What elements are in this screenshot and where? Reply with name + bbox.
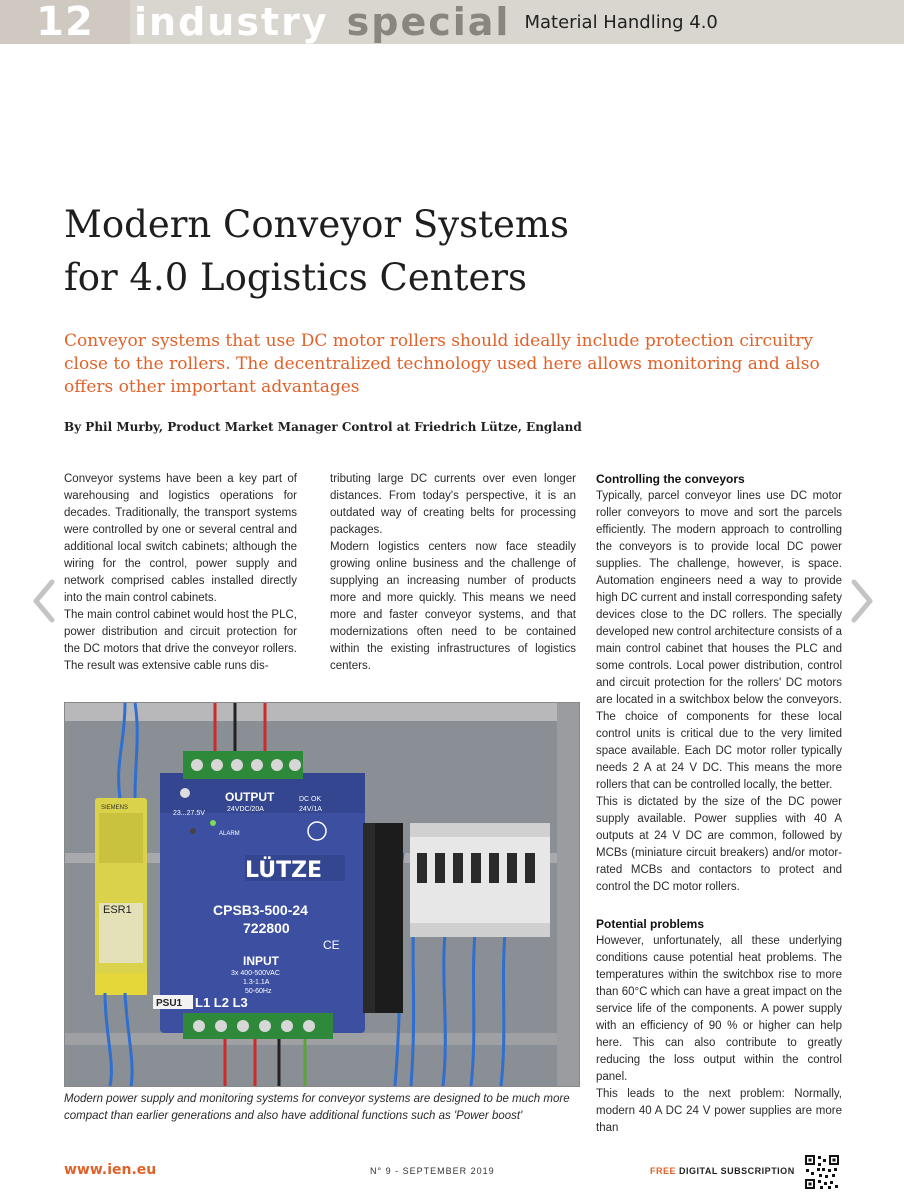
cabinet-illustration xyxy=(65,703,579,1086)
model-label: CPSB3-500-24 xyxy=(213,902,308,918)
esr-label: ESR1 xyxy=(103,904,132,916)
paragraph: Conveyor systems have been a key part of warehousing and logistics operations for decades. Traditionally, the transport systems were controlled by one or several central and additional local switch cabinets; although the wiring for the control, power supply and network comprised cables installed directly into the main control cabinets. xyxy=(64,473,297,604)
article-photo xyxy=(64,702,580,1087)
dc-ok-rating: 24V/1A xyxy=(299,806,322,813)
issue-date: N° 9 - SEPTEMBER 2019 xyxy=(370,1166,495,1176)
part-number-label: 722800 xyxy=(243,920,290,936)
text-column-2 xyxy=(330,471,576,675)
website-link[interactable]: www.ien.eu xyxy=(64,1162,157,1178)
article-lead: Conveyor systems that use DC motor rollers should ideally include protection circuitry close to the rollers. The decentralized technology used here allows monitoring and also offers other important advantages xyxy=(64,331,820,397)
input-rating-3: 50-60Hz xyxy=(245,988,272,995)
alarm-label: ALARM xyxy=(219,831,240,837)
paragraph: This leads to the next problem: Normally, modern 40 A DC 24 V power supplies are more than xyxy=(596,1088,842,1134)
input-rating-1: 3x 400-500VAC xyxy=(231,970,280,977)
subheading: Controlling the conveyors xyxy=(596,472,745,486)
range-label: 23...27.5V xyxy=(173,810,205,817)
subscription-link[interactable] xyxy=(650,1166,795,1176)
input-rating-2: 1.3-1.1A xyxy=(243,979,270,986)
next-page-button[interactable] xyxy=(850,578,874,624)
page-number: 12 xyxy=(0,0,130,44)
article-title-line2: for 4.0 Logistics Centers xyxy=(64,256,528,299)
output-rating: 24VDC/20A xyxy=(227,806,264,813)
text-column-1 xyxy=(64,471,297,675)
brand-logo: LÜTZE xyxy=(245,858,323,883)
input-label: INPUT xyxy=(243,954,279,968)
paragraph: This is dictated by the size of the DC power supply available. Power supplies with 40 A outputs at 24 V DC are common, followed by MCBs (miniature circuit breakers) and/or motor-rated MCBs and contactors to protect and control the DC motor rollers. xyxy=(596,796,842,893)
subscription-free: FREE xyxy=(650,1166,677,1176)
paragraph: tributing large DC currents over even longer distances. From today's perspective, it is an outdated way of creating belts for processing packages. xyxy=(330,473,576,536)
paragraph: However, unfortunately, all these underlying conditions cause potential heat problems. The temperatures within the switchbox rise to more than 60°C which can have a great impact on the service life of the components. A power supply with an efficiency of 90 % or higher can help here. This can also contribute to greatly reducing the loss output within the control panel. xyxy=(596,935,842,1083)
siemens-label: SIEMENS xyxy=(101,805,129,811)
photo-caption: Modern power supply and monitoring systems for conveyor systems are designed to be much more compact than earlier generations and also have additional functions such as 'Power boost' xyxy=(64,1093,570,1122)
text-column-3 xyxy=(596,471,842,1137)
paragraph: The main control cabinet would host the PLC, power distribution and circuit protection for the DC motors that drive the conveyor rollers. The result was extensive cable runs dis- xyxy=(64,609,297,672)
chevron-left-icon xyxy=(32,578,56,624)
article-title xyxy=(64,198,824,304)
output-label: OUTPUT xyxy=(225,790,275,804)
paragraph: Modern logistics centers now face steadily growing online business and the challenge of supplying an increasing number of products more and more quickly. This means we need more and faster conveyor systems, and that modernizations often need to be contained within the existing infrastructures of logistics centers. xyxy=(330,541,576,672)
subheading: Potential problems xyxy=(596,917,705,931)
magazine-header xyxy=(0,0,904,44)
paragraph: Typically, parcel conveyor lines use DC motor roller conveyors to move and sort the parcels efficiently. The modern approach to controlling the conveyors is to provide local DC power supplies. The challenge, however, is space. Automation engineers need a way to provide high DC current and install corresponding safety devices close to the DC rollers. The specially developed new control architecture consists of a main control cabinet that houses the PLC and some controls. Local power distribution, control and circuit protection for the rollers' DC motors are located in a switchbox below the conveyors. The choice of components for these local control units is critical due to the very limited space available. Each DC motor roller typically needs 2 A at 24 V DC. This means the more rollers that can be controlled locally, the better. xyxy=(596,490,842,791)
dc-ok-label: DC OK xyxy=(299,796,322,803)
previous-page-button[interactable] xyxy=(32,578,56,624)
chevron-right-icon xyxy=(850,578,874,624)
magazine-name-special: special xyxy=(346,0,511,44)
article-byline: By Phil Murby, Product Market Manager Control at Friedrich Lütze, England xyxy=(64,420,582,434)
ce-mark: CE xyxy=(323,938,340,952)
psu-label: PSU1 xyxy=(156,998,183,1009)
qr-code-icon[interactable] xyxy=(804,1154,840,1190)
section-title: Material Handling 4.0 xyxy=(524,11,718,33)
terminal-labels: L1 L2 L3 xyxy=(195,995,248,1010)
magazine-name-industry: industry xyxy=(134,0,329,44)
article-title-line1: Modern Conveyor Systems xyxy=(64,203,569,246)
subscription-label: DIGITAL SUBSCRIPTION xyxy=(676,1166,795,1176)
